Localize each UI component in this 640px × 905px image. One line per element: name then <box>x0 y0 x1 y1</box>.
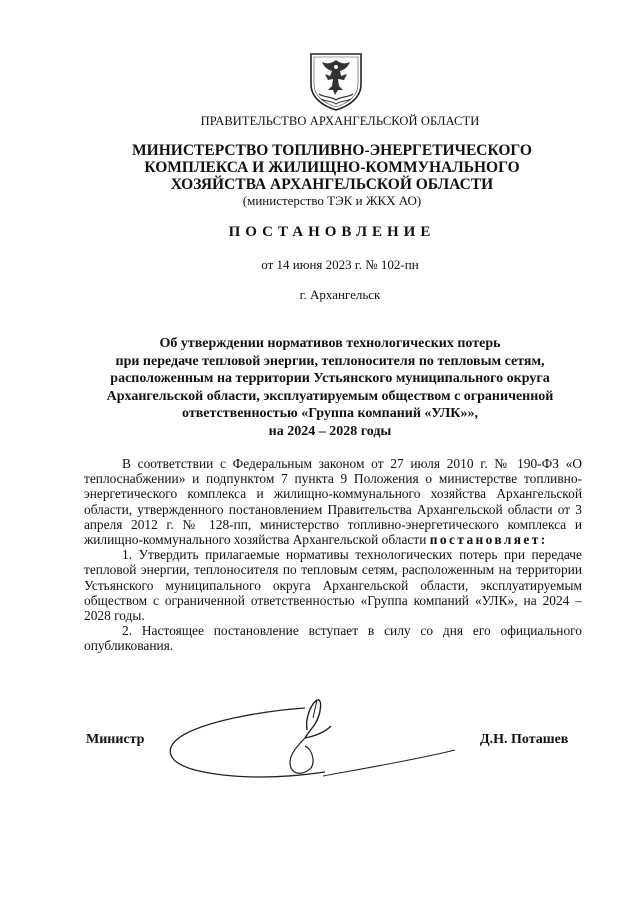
preamble-paragraph <box>84 456 582 547</box>
ministry-title-line: МИНИСТЕРСТВО ТОПЛИВНО-ЭНЕРГЕТИЧЕСКОГО <box>132 142 532 159</box>
handwritten-signature-icon <box>155 690 495 800</box>
subject-line: при передаче тепловой энергии, теплоносителя по тепловым сетям, <box>115 353 545 369</box>
decree-colon: : <box>540 532 546 548</box>
signatory-name: Д.Н. Поташев <box>480 732 569 747</box>
item-2-paragraph: 2. Настоящее постановление вступает в силу со дня его официального опубликования. <box>84 623 582 654</box>
document-subject <box>10 335 640 441</box>
item-1-paragraph: 1. Утвердить прилагаемые нормативы технологических потерь при передаче тепловой энергии, теплоносителя по тепловым сетям, расположенным на территории Устьянского муниципального округа Архангельской области, эксплуатируемым обществом с ограниченной ответственностью «Группа компаний «УЛК», на 2024 – 2028 годы. <box>84 547 582 624</box>
ministry-short-name: (министерство ТЭК и ЖКХ АО) <box>242 193 422 208</box>
subject-line: Об утверждении нормативов технологических потерь <box>159 336 501 351</box>
subject-line: ответственностью «Группа компаний «УЛК»», <box>182 406 478 422</box>
coat-of-arms-emblem-icon <box>307 50 365 112</box>
ministry-title-line: ХОЗЯЙСТВА АРХАНГЕЛЬСКОЙ ОБЛАСТИ <box>170 176 494 193</box>
ministry-title-line: КОМПЛЕКСА И ЖИЛИЩНО-КОММУНАЛЬНОГО <box>144 159 520 176</box>
signatory-role: Министр <box>86 732 145 747</box>
government-title: ПРАВИТЕЛЬСТВО АРХАНГЕЛЬСКОЙ ОБЛАСТИ <box>200 114 480 128</box>
decree-word: постановляет <box>429 532 541 548</box>
document-body <box>84 456 582 654</box>
document-city: г. Архангельск <box>299 287 381 302</box>
ministry-title <box>12 142 640 193</box>
document-type: ПОСТАНОВЛЕНИЕ <box>228 224 436 240</box>
subject-line: расположенным на территории Устьянского муниципального округа <box>110 371 550 387</box>
document-date-number: от 14 июня 2023 г. № 102-пн <box>261 257 419 272</box>
preamble-text: В соответствии с Федеральным законом от 27 июля 2010 г. № 190-ФЗ «О теплоснабжении» и подпунктом 7 пункта 9 Положения о министерстве топливно-энергетического комплекса и жилищно-коммунального хозяйства Архангельской области, утвержденного постановлением Правительства Архангельской области от 3 апреля 2012 г. № 128-пп, министерство топливно-энергетического комплекса и жилищно-коммунального хозяйства Архангельской области <box>84 456 582 548</box>
subject-line: на 2024 – 2028 годы <box>268 423 392 439</box>
subject-line: Архангельской области, эксплуатируемым обществом с ограниченной <box>106 388 554 404</box>
